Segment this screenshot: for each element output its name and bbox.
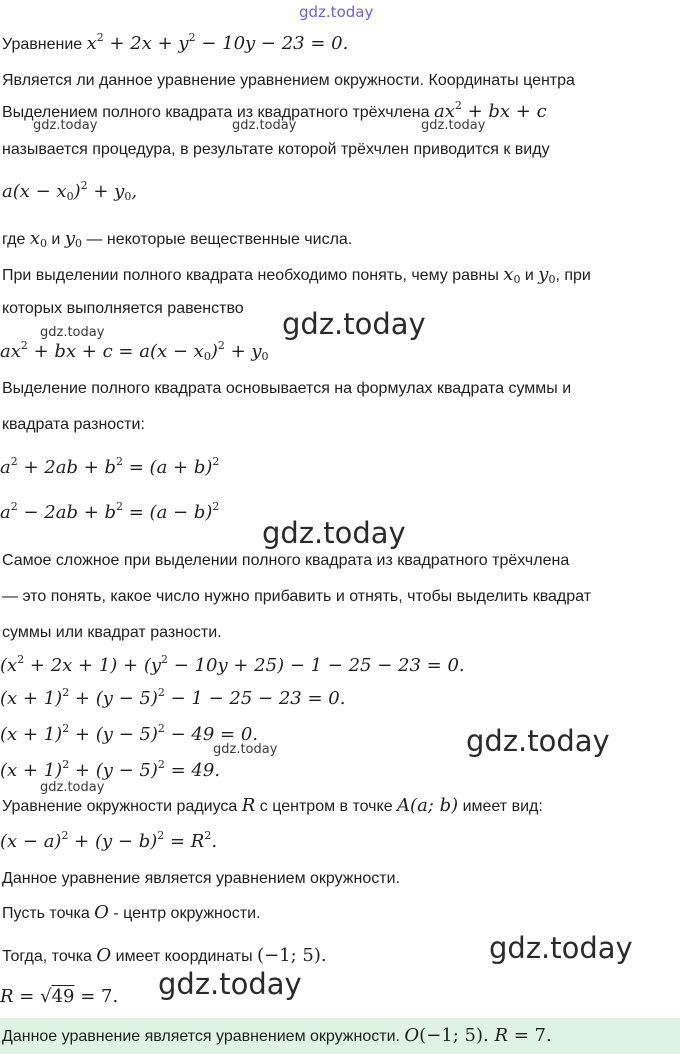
- watermark-big: gdz.today: [489, 931, 633, 965]
- solution-step-4: $(x + 1)^2 + (y - 5)^2 = 49$.: [0, 758, 221, 781]
- solution-step-3: $(x + 1)^2 + (y - 5)^2 - 49 = 0$.: [0, 722, 259, 745]
- watermark-big: gdz.today: [262, 516, 406, 550]
- watermark-big: gdz.today: [158, 967, 302, 1001]
- answer-box: [0, 1018, 680, 1054]
- watermark-small: gdz.today: [40, 780, 105, 795]
- var-r: R: [241, 795, 256, 816]
- var-y0: $y_0$: [64, 228, 82, 250]
- circle-equation-formula: $(x - a)^2 + (y - b)^2 = R^2$.: [0, 829, 218, 852]
- explanation-lead: При выделении полного квадрата необходимо понять, чему равны: [2, 267, 499, 284]
- var-x0: $x_0$: [503, 264, 521, 286]
- coords-lead: Тогда, точка: [2, 948, 92, 965]
- note-where: где: [2, 231, 26, 248]
- center-text: [2, 902, 261, 925]
- canonical-form-formula: $a(x - x_0)^2 + y_0$,: [2, 179, 138, 203]
- formulas-intro: Выделение полного квадрата основывается на формулах квадрата суммы и: [2, 380, 572, 397]
- formulas-intro-continued: квадрата разности:: [2, 416, 145, 433]
- circle-intro-mid: с центром в точке: [259, 798, 393, 815]
- watermark-small: gdz.today: [232, 118, 297, 133]
- circle-intro-tail: имеет вид:: [462, 798, 543, 815]
- square-difference-formula: $a^2 - 2ab + b^2 = (a - b)^2$: [0, 500, 220, 523]
- trinomial-formula: $ax^2$ + bx + c: [433, 99, 547, 122]
- watermark-small: gdz.today: [33, 118, 98, 133]
- watermark-small: gdz.today: [213, 742, 278, 757]
- center-lead: Пусть точка: [2, 905, 90, 922]
- circle-equation-intro: [2, 795, 543, 818]
- explanation-tail: , при: [555, 267, 591, 284]
- note-and: и: [51, 231, 61, 248]
- problem-statement: [2, 33, 348, 56]
- definition-lead: Выделением полного квадрата из квадратного трёхчлена: [2, 104, 430, 121]
- definition-continued: называется процедура, в результате которой трёхчлен приводится к виду: [2, 141, 550, 158]
- watermark-small: gdz.today: [40, 325, 105, 340]
- circle-intro-lead: Уравнение окружности радиуса: [2, 798, 238, 815]
- definition-text: [2, 101, 547, 124]
- hint-text-continued: — это понять, какое число нужно прибавить и отнять, чтобы выделить квадрат: [2, 588, 592, 605]
- problem-prefix: Уравнение: [2, 36, 83, 53]
- watermark-top: gdz.today: [299, 3, 374, 21]
- center-coords: (−1; 5).: [257, 945, 327, 966]
- conclusion-text: Данное уравнение является уравнением окружности.: [2, 870, 400, 887]
- watermark-big: gdz.today: [282, 307, 426, 341]
- answer-label: Данное уравнение является уравнением окружности.: [2, 1028, 400, 1045]
- explanation-continued: которых выполняется равенство: [2, 300, 244, 317]
- point-o: O: [96, 945, 112, 966]
- equation-given: $x^2 + 2x + y^2 - 10y - 23 = 0$.: [86, 31, 349, 54]
- hint-text-end: суммы или квадрат разности.: [2, 624, 222, 641]
- hint-text: Самое сложное при выделении полного квадрата из квадратного трёхчлена: [2, 552, 570, 569]
- var-x0: $x_0$: [29, 228, 47, 250]
- solution-step-2: $(x + 1)^2 + (y - 5)^2 - 1 - 25 - 23 = 0$.: [0, 686, 346, 709]
- watermark-small: gdz.today: [421, 118, 486, 133]
- solution-step-1: $(x^2 + 2x + 1) + (y^2 - 10y + 25) - 1 - 25 - 23 = 0$.: [0, 653, 465, 676]
- question-text: Является ли данное уравнение уравнением окружности. Координаты центра: [2, 72, 575, 89]
- coords-mid: имеет координаты: [115, 948, 253, 965]
- center-coords-text: [2, 945, 327, 968]
- answer-text: [2, 1025, 552, 1046]
- watermark-big: gdz.today: [466, 724, 610, 758]
- var-y0: $y_0$: [538, 264, 556, 286]
- variables-note: [2, 228, 352, 251]
- answer-values: O(−1; 5). R = 7.: [404, 1025, 552, 1046]
- explanation-and: и: [524, 267, 534, 284]
- point-o: O: [94, 902, 109, 923]
- radius-formula: R = √49 = 7.: [0, 986, 119, 1007]
- center-tail: - центр окружности.: [113, 905, 261, 922]
- point-a: A(a; b): [397, 795, 459, 816]
- note-rest: — некоторые вещественные числа.: [86, 231, 353, 248]
- identity-formula: $ax^2$ + bx + $c = a(x - x_0)^2 + y_0$: [0, 339, 269, 363]
- square-sum-formula: $a^2 + 2ab + b^2 = (a + b)^2$: [0, 455, 220, 478]
- explanation-text: [2, 264, 591, 287]
